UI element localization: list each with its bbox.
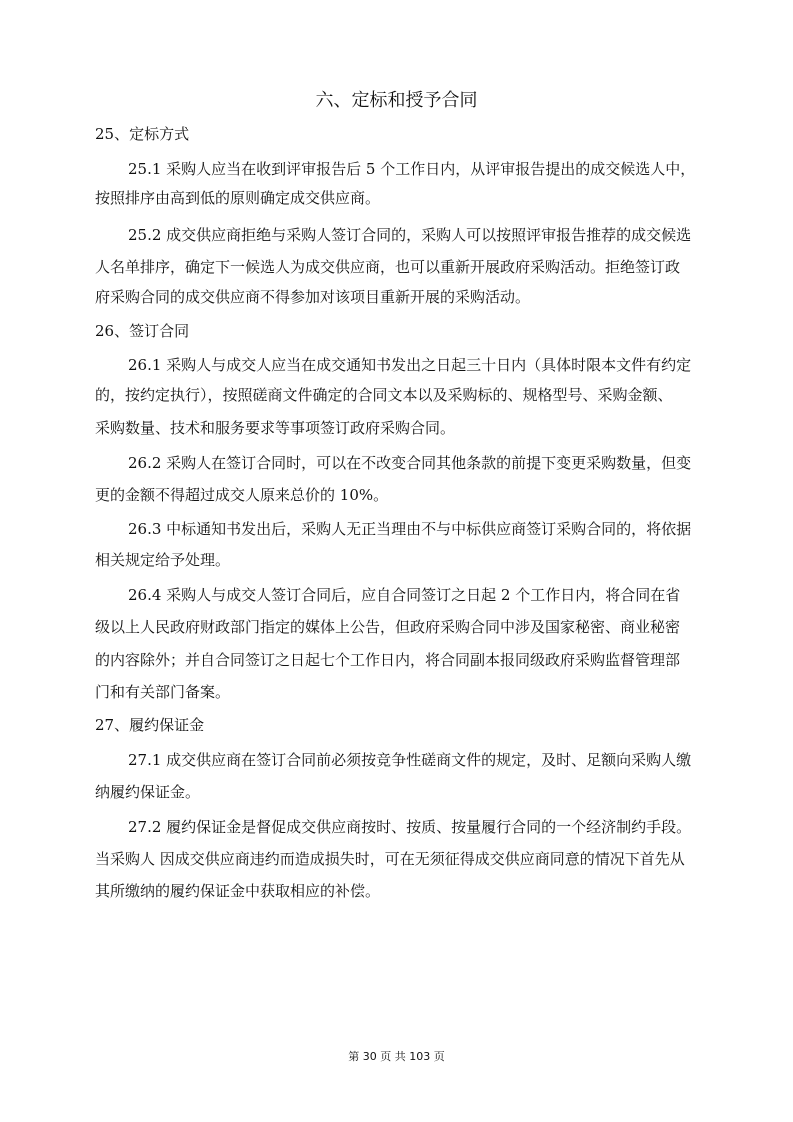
paragraph-27-1-line-1: 27.1 成交供应商在签订合同前必须按竞争性磋商文件的规定，及时、足额向采购人缴 bbox=[128, 751, 692, 769]
paragraph-26-3-line-1: 26.3 中标通知书发出后，采购人无正当理由不与中标供应商签订采购合同的，将依据 bbox=[128, 520, 692, 538]
paragraph-26-2-line-1: 26.2 采购人在签订合同时，可以在不改变合同其他条款的前提下变更采购数量，但变 bbox=[128, 454, 692, 472]
paragraph-26-4-line-4: 门和有关部门备案。 bbox=[95, 683, 231, 701]
paragraph-27-2-line-2: 当采购人 因成交供应商违约而造成损失时，可在无须征得成交供应商同意的情况下首先从 bbox=[95, 850, 685, 868]
section-heading-27: 27、履约保证金 bbox=[95, 716, 205, 734]
paragraph-26-1-line-2: 的，按约定执行），按照磋商文件确定的合同文本以及采购标的、规格型号、采购金额、 bbox=[95, 386, 673, 404]
paragraph-26-4-line-1: 26.4 采购人与成交人签订合同后，应自合同签订之日起 2 个工作日内，将合同在省 bbox=[128, 586, 681, 604]
paragraph-27-1-line-2: 纳履约保证金。 bbox=[95, 783, 201, 801]
paragraph-26-4-line-2: 级以上人民政府财政部门指定的媒体上公告，但政府采购合同中涉及国家秘密、商业秘密 bbox=[95, 618, 681, 636]
paragraph-26-1-line-1: 26.1 采购人与成交人应当在成交通知书发出之日起三十日内（具体时限本文件有约定 bbox=[128, 356, 692, 374]
section-title: 六、定标和授予合同 bbox=[315, 90, 478, 111]
paragraph-25-1-line-1: 25.1 采购人应当在收到评审报告后 5 个工作日内，从评审报告提出的成交候选人中， bbox=[128, 160, 696, 178]
section-heading-26: 26、签订合同 bbox=[95, 322, 190, 340]
paragraph-26-4-line-3: 的内容除外；并自合同签订之日起七个工作日内，将合同副本报同级政府采购监督管理部 bbox=[95, 651, 681, 669]
page-number: 第 30 页 共 103 页 bbox=[348, 1050, 445, 1063]
paragraph-26-3-line-2: 相关规定给予处理。 bbox=[95, 551, 231, 569]
paragraph-25-2-line-1: 25.2 成交供应商拒绝与采购人签订合同的，采购人可以按照评审报告推荐的成交候选 bbox=[128, 226, 692, 244]
section-heading-25: 25、定标方式 bbox=[95, 125, 190, 143]
paragraph-25-2-line-3: 府采购合同的成交供应商不得参加对该项目重新开展的采购活动。 bbox=[95, 288, 531, 306]
paragraph-27-2-line-3: 其所缴纳的履约保证金中获取相应的补偿。 bbox=[95, 882, 381, 900]
paragraph-26-1-line-3: 采购数量、技术和服务要求等事项签订政府采购合同。 bbox=[95, 419, 456, 437]
paragraph-27-2-line-1: 27.2 履约保证金是督促成交供应商按时、按质、按量履行合同的一个经济制约手段。 bbox=[128, 818, 692, 836]
paragraph-26-2-line-2: 更的金额不得超过成交人原来总价的 10%。 bbox=[95, 486, 389, 504]
paragraph-25-2-line-2: 人名单排序，确定下一候选人为成交供应商，也可以重新开展政府采购活动。拒绝签订政 bbox=[95, 258, 681, 276]
paragraph-25-1-line-2: 按照排序由高到低的原则确定成交供应商。 bbox=[95, 189, 381, 207]
